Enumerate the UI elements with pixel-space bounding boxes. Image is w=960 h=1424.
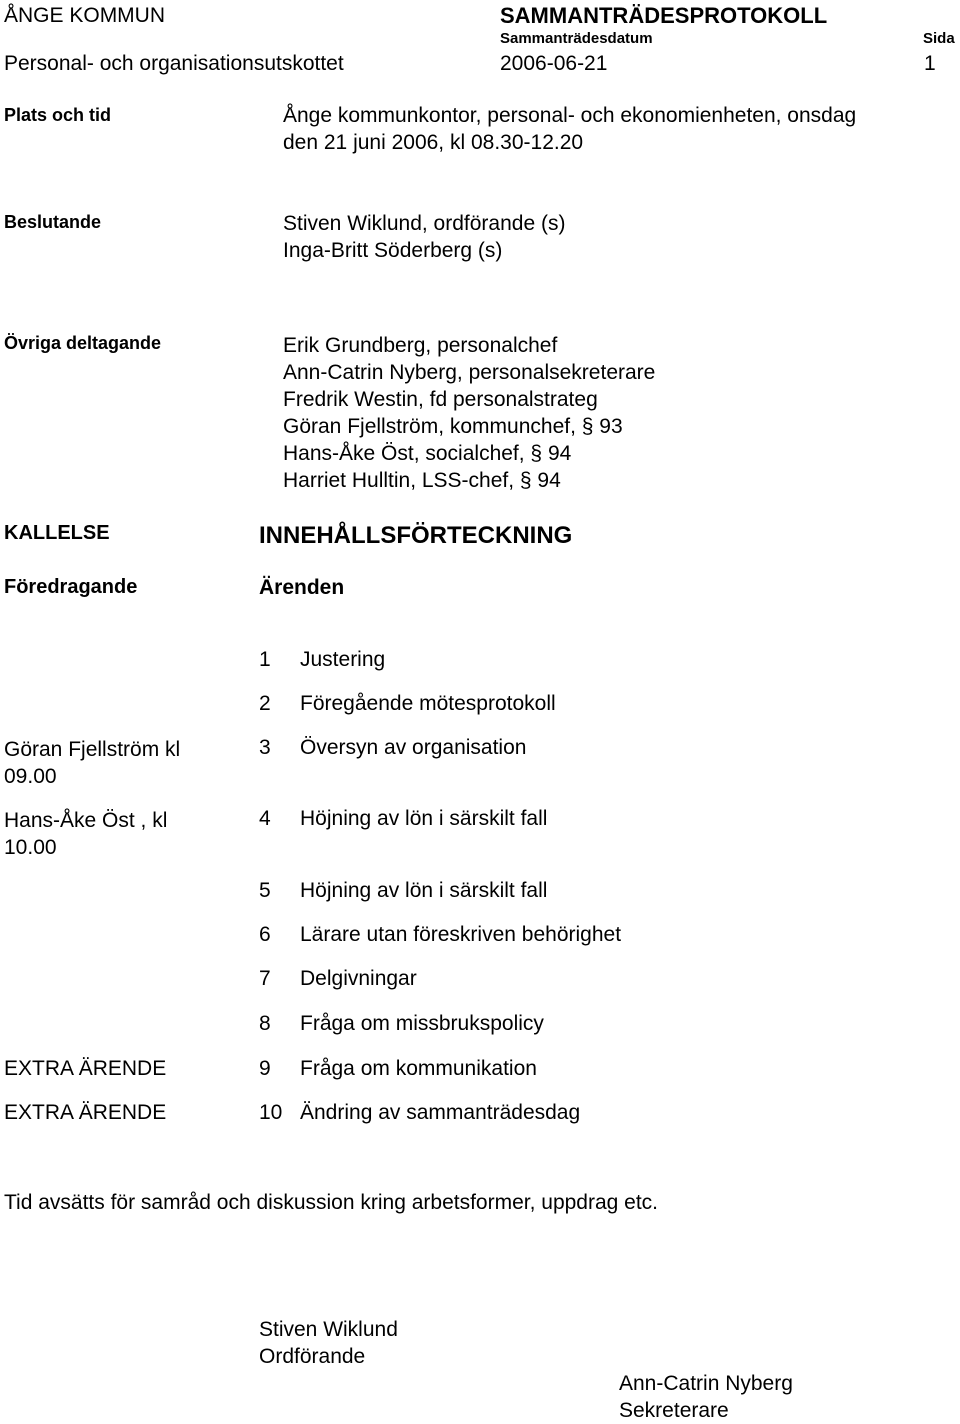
chair-name: Stiven Wiklund: [259, 1318, 398, 1341]
agenda-number: 2: [259, 692, 271, 715]
others-list: [283, 332, 655, 494]
deciding-list: [283, 210, 565, 264]
extra-matter-label: EXTRA ÄRENDE: [4, 1057, 167, 1080]
agenda-number: 3: [259, 736, 271, 759]
agenda-number: 5: [259, 879, 271, 902]
extra-matter-label: EXTRA ÄRENDE: [4, 1101, 167, 1124]
secretary-signature: [619, 1370, 793, 1424]
participant: Hans-Åke Öst, socialchef, § 94: [283, 442, 572, 465]
agenda-text: Höjning av lön i särskilt fall: [300, 807, 548, 830]
deciding-member: Inga-Britt Söderberg (s): [283, 239, 503, 262]
secretary-role: Sekreterare: [619, 1399, 729, 1422]
agenda-text: Fråga om missbrukspolicy: [300, 1012, 544, 1035]
participant: Fredrik Westin, fd personalstrateg: [283, 388, 598, 411]
others-label: Övriga deltagande: [4, 333, 162, 353]
page-label: Sida: [923, 30, 955, 47]
agenda-text: Föregående mötesprotokoll: [300, 692, 556, 715]
participant: Ann-Catrin Nyberg, personalsekreterare: [283, 361, 656, 384]
presenter-time: 10.00: [4, 836, 57, 859]
presenters-label: Föredragande: [4, 576, 138, 598]
participant: Göran Fjellström, kommunchef, § 93: [283, 415, 623, 438]
chair-signature: [259, 1316, 398, 1370]
agenda-text: Delgivningar: [300, 967, 417, 990]
agenda-number: 1: [259, 648, 271, 671]
presenter-time: 09.00: [4, 765, 57, 788]
agenda-text: Ändring av sammanträdesdag: [300, 1101, 581, 1124]
participant: Harriet Hulltin, LSS-chef, § 94: [283, 469, 561, 492]
agenda-number: 6: [259, 923, 271, 946]
toc-heading: INNEHÅLLSFÖRTECKNING: [259, 522, 573, 549]
footer-note: Tid avsätts för samråd och diskussion kring arbetsformer, uppdrag etc.: [4, 1191, 659, 1214]
agenda-text: Översyn av organisation: [300, 736, 527, 759]
presenter-name: Göran Fjellström kl: [4, 738, 181, 761]
agenda-number: 9: [259, 1057, 271, 1080]
place-line: Ånge kommunkontor, personal- och ekonomienheten, onsdag: [283, 104, 857, 127]
secretary-name: Ann-Catrin Nyberg: [619, 1372, 793, 1395]
org-name: ÅNGE KOMMUN: [4, 4, 166, 27]
page-number: 1: [924, 52, 936, 75]
deciding-member: Stiven Wiklund, ordförande (s): [283, 212, 566, 235]
place-text: [283, 102, 856, 156]
meeting-date: 2006-06-21: [500, 52, 608, 75]
presenter-note: [4, 807, 167, 861]
agenda-text: Höjning av lön i särskilt fall: [300, 879, 548, 902]
presenter-name: Hans-Åke Öst , kl: [4, 809, 168, 832]
agenda-number: 8: [259, 1012, 271, 1035]
agenda-number: 10: [259, 1101, 283, 1124]
agenda-text: Lärare utan föreskriven behörighet: [300, 923, 622, 946]
committee-name: Personal- och organisationsutskottet: [4, 52, 344, 75]
agenda-number: 7: [259, 967, 271, 990]
place-line: den 21 juni 2006, kl 08.30-12.20: [283, 131, 584, 154]
notice-label: KALLELSE: [4, 522, 110, 544]
chair-role: Ordförande: [259, 1345, 366, 1368]
document-title: SAMMANTRÄDESPROTOKOLL: [500, 3, 828, 28]
date-label: Sammanträdesdatum: [500, 30, 653, 47]
agenda-text: Justering: [300, 648, 386, 671]
presenter-note: [4, 736, 180, 790]
deciding-label: Beslutande: [4, 212, 102, 232]
participant: Erik Grundberg, personalchef: [283, 334, 558, 357]
agenda-text: Fråga om kommunikation: [300, 1057, 537, 1080]
place-label: Plats och tid: [4, 105, 112, 125]
matters-heading: Ärenden: [259, 576, 345, 599]
agenda-number: 4: [259, 807, 271, 830]
